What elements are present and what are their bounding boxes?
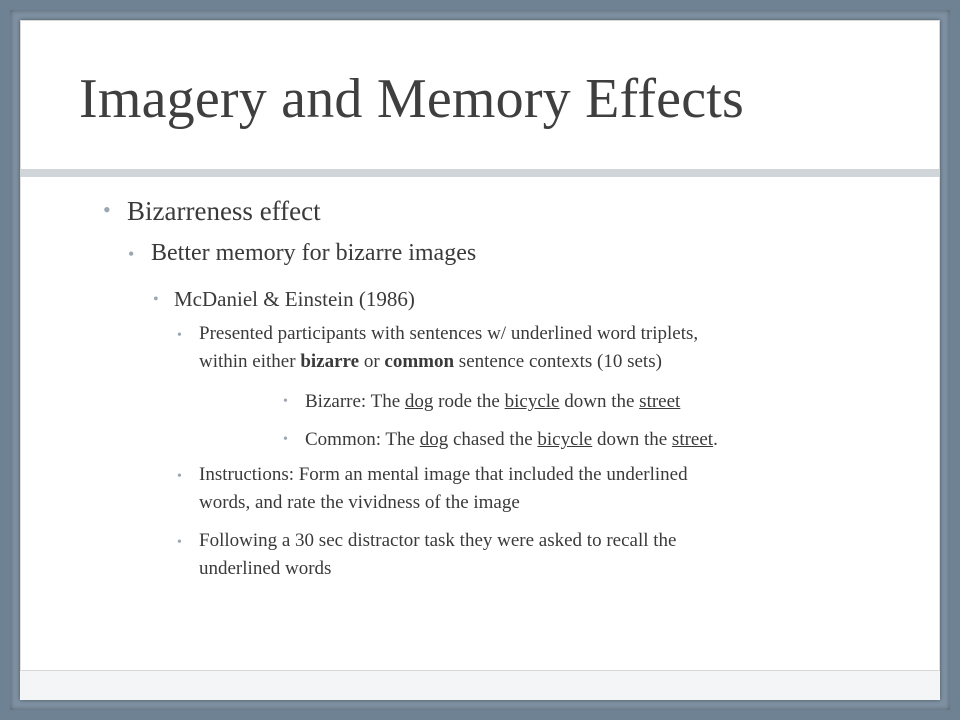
bold-common: common [384, 351, 455, 372]
underlined-word: street [671, 429, 714, 450]
bullet-better-memory: Better memory for bizarre images [151, 240, 477, 266]
text-segment: within either [199, 351, 301, 372]
bullet-dot: • [283, 394, 288, 409]
bold-bizarre: bizarre [300, 351, 360, 372]
example-common-sentence [305, 429, 718, 451]
following-line-1: Following a 30 sec distractor task they were asked to recall the [199, 530, 677, 551]
presented-line-2 [199, 348, 698, 376]
bullet-dot: • [177, 535, 182, 550]
following-line-2: underlined words [199, 558, 332, 579]
text-segment: chased the [448, 429, 538, 450]
bullet-dot: • [177, 328, 182, 343]
underlined-word: street [639, 391, 681, 412]
presented-line-1: Presented participants with sentences w/ underlined word triplets, [199, 323, 699, 344]
bullet-dot: • [177, 469, 182, 484]
instructions-line-2: words, and rate the vividness of the image [199, 492, 520, 513]
text-segment: . [713, 429, 718, 450]
title-divider [20, 169, 940, 177]
slide [20, 20, 940, 700]
text-segment: down the [592, 429, 672, 450]
text-segment: rode the [433, 391, 505, 412]
title-area [20, 20, 940, 170]
text-segment: or [359, 351, 385, 372]
bullet-mcdaniel-einstein: McDaniel & Einstein (1986) [174, 287, 415, 311]
bullet-dot: • [153, 291, 159, 308]
bullet-instructions [199, 461, 688, 517]
slide-title: Imagery and Memory Effects [79, 68, 745, 130]
underlined-word: dog [419, 429, 449, 450]
underlined-word: bicycle [537, 429, 593, 450]
footer-band [20, 671, 940, 700]
text-segment: Bizarre: The [305, 391, 405, 412]
example-bizarre-sentence [305, 391, 680, 413]
bullet-dot: • [128, 244, 135, 264]
bullet-dot: • [283, 432, 288, 447]
underlined-word: bicycle [504, 391, 560, 412]
underlined-word: dog [404, 391, 434, 412]
bullet-dot: • [103, 197, 111, 222]
text-segment: Common: The [305, 429, 420, 450]
bullet-following-distractor [199, 527, 677, 583]
bullet-presented-participants [199, 320, 698, 376]
text-segment: sentence contexts (10 sets) [454, 351, 662, 372]
bullet-bizarreness-effect: Bizarreness effect [127, 196, 321, 226]
text-segment: down the [559, 391, 640, 412]
instructions-line-1: Instructions: Form an mental image that included the underlined [199, 464, 688, 485]
